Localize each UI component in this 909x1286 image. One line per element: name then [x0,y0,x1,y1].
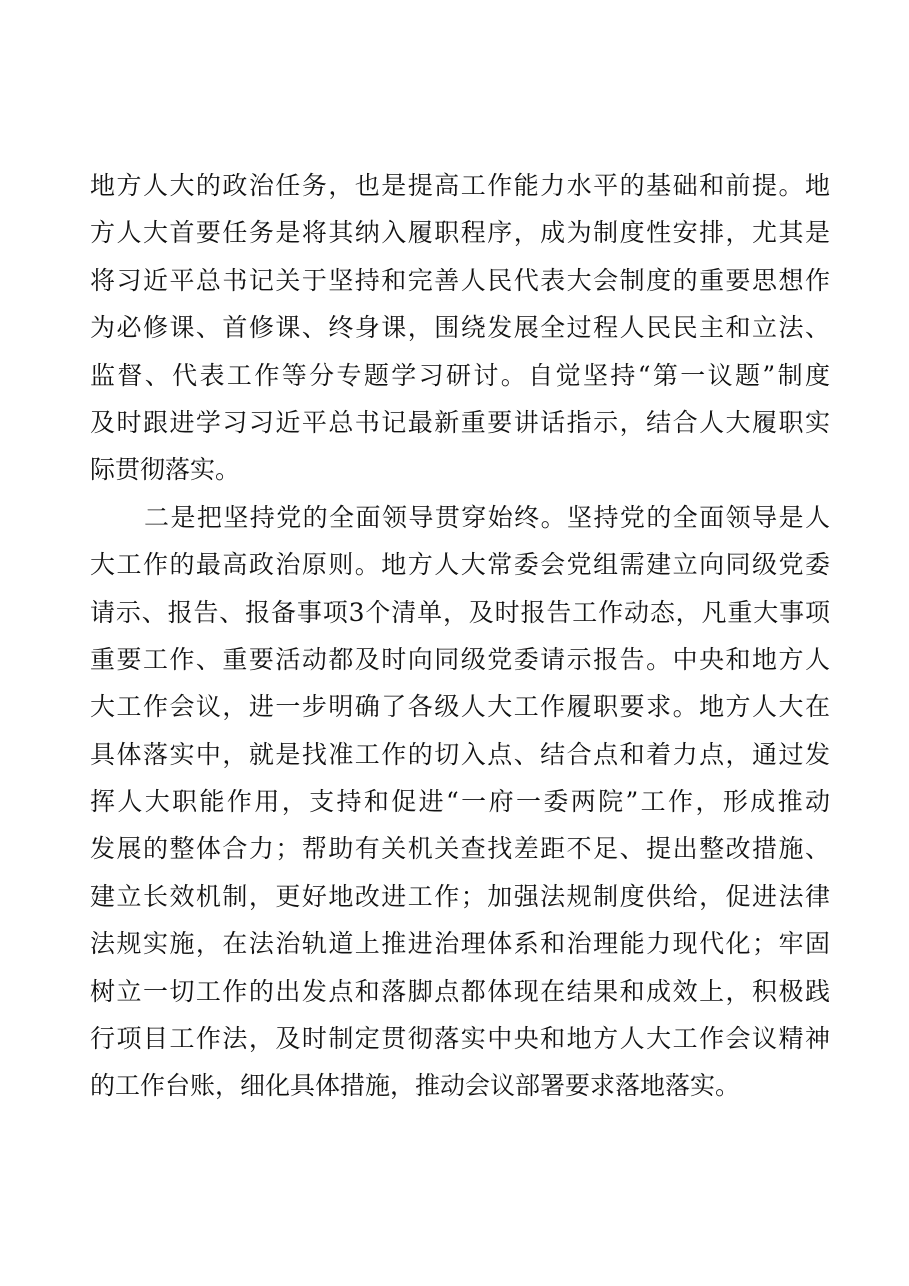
text-line: 树立一切工作的出发点和落脚点都体现在结果和成效上，积极践 [90,976,830,1006]
text-line: 大工作的最高政治原则。地方人大常委会党组需建立向同级党委 [90,550,830,580]
text-line: 请示、报告、报备事项3个清单，及时报告工作动态，凡重大事项 [90,597,830,627]
text-line: 方人大首要任务是将其纳入履职程序，成为制度性安排，尤其是 [90,218,830,248]
text-line: 地方人大的政治任务，也是提高工作能力水平的基础和前提。地 [90,171,830,200]
text-line: 际贯彻落实。 [90,455,241,485]
text-line: 行项目工作法，及时制定贯彻落实中央和地方人大工作会议精神 [90,1024,830,1054]
text-line: 法规实施，在法治轨道上推进治理体系和治理能力现代化；牢固 [90,929,830,959]
text-line: 的工作台账，细化具体措施，推动会议部署要求落地落实。 [90,1071,741,1101]
text-line: 为必修课、首修课、终身课，围绕发展全过程人民民主和立法、 [90,313,830,343]
text-line: 建立长效机制，更好地改进工作；加强法规制度供给，促进法律 [90,881,830,911]
text-line: 具体落实中，就是找准工作的切入点、结合点和着力点，通过发 [90,739,830,769]
text-line: 及时跟进学习习近平总书记最新重要讲话指示，结合人大履职实 [90,407,830,437]
text-line: 重要工作、重要活动都及时向同级党委请示报告。中央和地方人 [90,644,830,674]
paragraph-first-line: 二是把坚持党的全面领导贯穿始终。坚持党的全面领导是人 [144,502,830,532]
text-line: 挥人大职能作用，支持和促进“一府一委两院”工作，形成推动 [90,787,830,817]
text-line: 将习近平总书记关于坚持和完善人民代表大会制度的重要思想作 [90,265,830,295]
body-text [90,162,830,1110]
text-line: 监督、代表工作等分专题学习研讨。自觉坚持“第一议题”制度 [90,360,830,390]
text-line: 发展的整体合力；帮助有关机关查找差距不足、提出整改措施、 [90,834,830,864]
text-line: 大工作会议，进一步明确了各级人大工作履职要求。地方人大在 [90,692,830,722]
